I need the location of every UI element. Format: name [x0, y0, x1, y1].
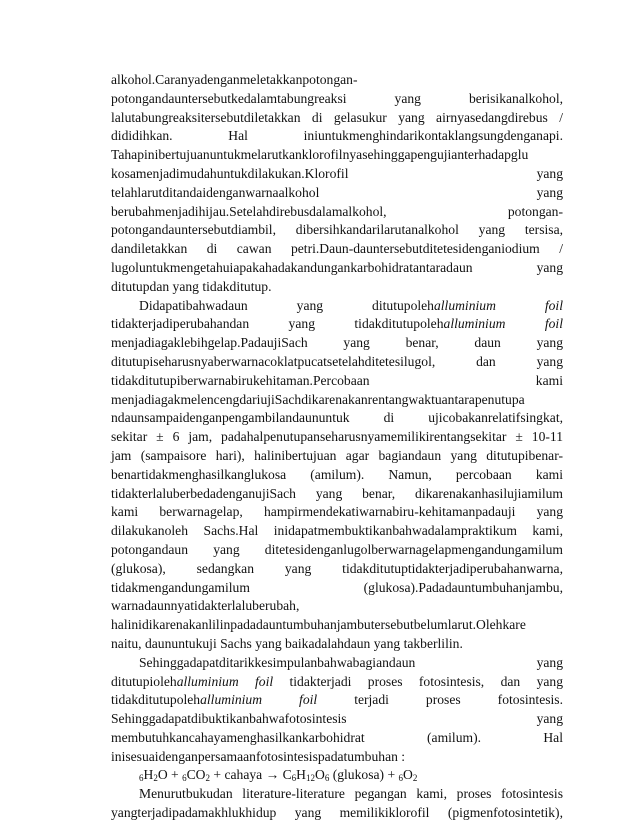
text-line: yangterjadipadamakhlukhidup yang memilikiklorofil (pigmenfotosintetik),	[111, 805, 563, 821]
text-run: tidakterjadi proses fotosintesis, dan yang	[273, 673, 563, 689]
text-line: potongandauntersebutdiambil, dibersihkandarilarutanalkohol yang tersisa,	[111, 222, 563, 238]
text-line: dilakukanoleh Sachs.Hal inidapatmembuktikanbahwadalampraktikum kami,	[111, 523, 563, 539]
coefficient: 6	[398, 773, 404, 784]
equation	[111, 766, 563, 785]
text-line: menjadiagakmelencengdariujiSachdikarenakanrentangwaktuantarapenutupa	[111, 391, 525, 407]
subscript: 12	[305, 773, 315, 784]
text-line: membutuhkancahayamenghasilkankarbohidrat (amilum). Hal	[111, 729, 563, 745]
text-line: (glukosa), sedangkan yang tidakditutuptidakterjadiperubahanwarna,	[111, 560, 563, 576]
text-line: jam (sampaisore hari), halinibertujuan agar bagiandaun yang ditutupibenar-	[111, 447, 563, 463]
subscript: 2	[412, 773, 418, 784]
text-line: warnadaunnyatidakterlaluberubah,	[111, 598, 300, 614]
text-line: telahlarutditandaidenganwarnaalkohol yang	[111, 184, 563, 200]
text-line: sekitar ± 6 jam, padahalpenutupanseharusnyamemilikirentangsekitar ± 10-11	[111, 429, 563, 445]
text-line: tidakmengandungamilum (glukosa).Padadauntumbuhanjambu,	[111, 579, 563, 595]
text-line	[111, 297, 563, 316]
subscript: 6	[324, 773, 330, 784]
text-line: inisesuaidenganpersamaanfotosintesispadatumbuhan :	[111, 748, 406, 764]
text-line: lalutabungreaksitersebutdiletakkan di gelasukur yang airnyasedangdirebus /	[111, 109, 563, 125]
text-line: kosamenjadimudahuntukdilakukan.Klorofil yang	[111, 165, 563, 181]
subscript: 2	[205, 773, 210, 784]
italic-term: alluminium foil	[200, 692, 318, 708]
coefficient: 6	[139, 773, 144, 784]
text-line: naitu, daununtukuji Sachs yang baikadalahdaun yang takberlilin.	[111, 635, 463, 651]
formula-text: O	[314, 767, 325, 783]
formula-text: (glukosa) +	[329, 767, 399, 783]
text-line: benartidakmenghasilkanglukosa (amilum). Namun, percobaan kami	[111, 466, 563, 482]
text-run: Didapatibahwadaun yang ditutupoleh	[139, 297, 434, 313]
text-run: tidakterjadiperubahandan yang tidakditutupoleh	[111, 316, 444, 332]
text-line	[111, 315, 563, 334]
italic-term: alluminium foil	[443, 316, 563, 332]
text-line: tidakditutupiberwarnabirukehitaman.Percobaan kami	[111, 372, 563, 388]
text-run: tidakditutupoleh	[111, 692, 201, 708]
formula-text: H	[296, 767, 306, 783]
italic-term: alluminium foil	[176, 673, 274, 689]
formula-text: H	[143, 767, 154, 783]
text-line: menjadiagaklebihgelap.PadaujiSach yang benar, daun yang	[111, 335, 563, 351]
text-line	[111, 691, 563, 710]
italic-term: alluminium foil	[433, 297, 563, 313]
text-run: ditutupioleh	[111, 673, 177, 689]
text-line: ditutupdan yang tidakditutup.	[111, 278, 272, 294]
text-line: ndaunsampaidenganpengambilandaununtuk di ujicobakanrelatifsingkat,	[111, 410, 563, 426]
text-line: Sehinggadapatditarikkesimpulanbahwabagiandaun yang	[139, 654, 563, 670]
text-line	[111, 673, 563, 692]
formula-text: CO	[186, 767, 206, 783]
text-line: ditutupiseharusnyaberwarnacoklatpucatsetelahditetesilugol, dan yang	[111, 353, 563, 369]
formula-text: O +	[157, 767, 183, 783]
formula-text: O	[403, 767, 413, 783]
text-line: tidakterlaluberbedadenganujiSach yang benar, dikarenakanhasilujiamilum	[111, 485, 563, 501]
text-line: Tahapinibertujuanuntukmelarutkanklorofilnyasehinggapengujianterhadapglu	[111, 147, 529, 163]
text-run: terjadi proses fotosintesis.	[317, 692, 563, 708]
text-line: berubahmenjadihijau.Setelahdirebusdalamalkohol, potongan-	[111, 203, 563, 219]
subscript: 6	[291, 773, 297, 784]
text-line: lugoluntukmengetahuiapakahadakandungankarbohidratantaradaun yang	[111, 259, 563, 275]
text-line: potongandaun yang ditetesidenganlugolberwarnagelapmengandungamilum	[111, 541, 563, 557]
text-line: alkohol.Caranyadenganmeletakkanpotongan-	[111, 72, 358, 87]
text-line: Menurutbukudan literature-literature pegangan kami, proses fotosintesis	[139, 786, 563, 802]
subscript: 2	[153, 773, 158, 784]
coefficient: 6	[182, 773, 187, 784]
text-line: Sehinggadapatdibuktikanbahwafotosintesis yang	[111, 711, 563, 727]
text-line: halinidikarenakanlilinpadadauntumbuhanjambutersebutbelumlarut.Olehkare	[111, 617, 526, 633]
text-line: potongandauntersebutkedalamtabungreaksi yang berisikanalkohol,	[111, 90, 563, 106]
text-line: dandiletakkan di cawan petri.Daun-dauntersebutditetesidenganiodium /	[111, 241, 563, 257]
text-line: dididihkan. Hal iniuntukmenghindarikontaklangsungdenganapi.	[111, 128, 563, 144]
text-line: kami berwarnagelap, hampirmendekatiwarnabiru-kehitamanpadauji yang	[111, 504, 563, 520]
formula-text: + cahaya → C	[210, 767, 292, 783]
document-page	[111, 71, 563, 823]
